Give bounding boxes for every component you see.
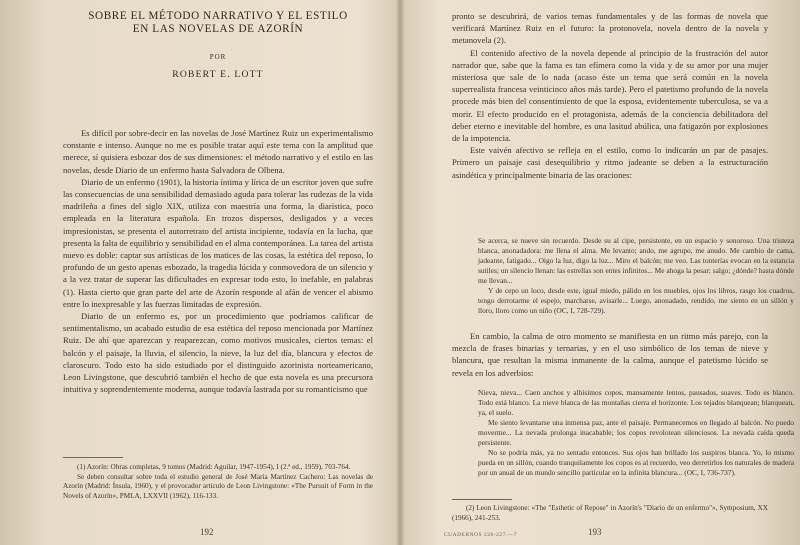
paragraph-2: Diario de un enfermo (1901), la historia íntima y lírica de un escritor joven que sufre las consecuencias de una sensibilidad demasiado aguda para tolerar las rudezas de la vida madrileña a fines del siglo XIX, utiliza con maestría una forma, la diarística, poco empleada en la literatura española. En trozos dispersos, desligados y a veces impresionistas, se presenta el autorretrato del artista incipiente, todavía en la lucha, que presenta la falta de equilibrio y sensibilidad en el alma contemporánea. La tarea del artista nuevo es doble: captar sus artísticas de los matices de las cosas, la estética del reposo, lo profundo de un gesto apenas esbozado, la tragedia lúcida y conmovedora de un silencio y a la vez tratar de superar las dificultades en expresar todo esto, lo inefable, en palabras (1). Hasta cierto que gran parte del arte de Azorín responde al afán de vencer el abismo entre lo inexpresable y las fuerzas limitadas de expresión.	[63, 176, 373, 309]
footnote-rule	[63, 457, 123, 458]
article-title	[63, 10, 373, 36]
page-number-right: 193	[588, 527, 602, 537]
footnote-2: (2) Leon Livingstone: «The "Esthetic of Repose" in Azorín's "Diario de un enfermo"», Symposium, XX (1966), 241-253.	[452, 504, 768, 522]
author-name: ROBERT E. LOTT	[172, 69, 264, 80]
block-quote-2	[452, 388, 800, 478]
quote-2-paragraph-1: Nieva, nieva... Caen anchos y albísimos copos, mansamente lentos, pausados, suaves. Todo es blanco. Todo está blanco. La nieve blanca de las montañas cierra el horizonte. Los tejados blanquean; blanquean, ya, el suelo.	[478, 388, 794, 417]
quote-2-paragraph-2: Me siento levantarse una inmensa paz, ante el paisaje. Permanecemos en llegado al balcón. No puedo moverme... La nevada prolonga inacabable; los copos revolotean silenciosos. La nevada caída queda persistente.	[478, 418, 794, 447]
footnote-rule-right	[452, 499, 512, 500]
right-body-top	[452, 10, 768, 181]
byline-por: POR	[209, 53, 227, 61]
right-page	[400, 0, 800, 545]
paragraph-5: Este vaivén afectivo se refleja en el estilo, como lo indicarán un par de pasajes. Primero un paisaje casi desequilibrio y ritmo jadeante se deben a la estructuración asindética y principalmente binaria de las oraciones:	[452, 145, 768, 180]
right-footnotes	[452, 504, 768, 523]
paragraph-continued: pronto se descubrirá, de varios temas fundamentales y de las formas de novela que verificará Martínez Ruiz en el futuro: la protonovela, novela dentro de la novela y metanovela (2).	[452, 11, 768, 46]
folio-signature: CUADERNOS 226-227.—7	[444, 532, 517, 538]
block-quote-1	[452, 236, 800, 316]
title-line-2: EN LAS NOVELAS DE AZORÍN	[132, 23, 304, 35]
quote-2-paragraph-3: No se podría más, ya no sentado entonces. Sus ojos han brillado los suspiros blanca. Yo, lo mismo pueda en un sillón, cuando tranquilamente los copos es al recuerdo, veo derretirlos los naturales de madera por un anual de un mundo sencillo particular en la infinita blancura... (OC, I, 736-737).	[478, 448, 794, 477]
title-line-1: SOBRE EL MÉTODO NARRATIVO Y EL ESTILO	[88, 10, 348, 22]
quote-1-paragraph-1: Se acerca, se nueve sin recuerdo. Desde su al cipe, persistente, en un espacio y sonoroso. Una tristeza blanca, anonadadora: me llena el alma. Me levanto; ando, me agrupo, me anudo. Me cambio de cama, jadeante, fatigado... Oigo la luz, digo la luz... Miro el balcón; me veo. Las tonterías evocan en la estancia sutiles; un silencio llenan: las estrellas son entes infinitos... Me ahoga la pesar; salgo; ¿dónde? hasta dónde me llevan...	[478, 236, 794, 285]
page-number-left: 192	[200, 527, 214, 537]
footnote-1: (1) Azorín: Obras completas, 9 tomos (Madrid: Aguilar, 1947-1954), I (2.ª ed., 1959), 703-764.	[77, 463, 351, 471]
paragraph-4: El contenido afectivo de la novela depende al principio de la frustración del autor narrador que, sabe que la fama es tan efímera como la vida y de su amor por una mujer misteriosa que sale de lo nada (acaso éste un tema que será común en la novela superrealista francesa veinticinco años más tarde). Pero el patetismo profundo de la novela procede más bien del consentimiento de que la esposa, evidentemente tuberculosa, se va a morir. El efecto producido en el protagonista, además de la conciencia debilitadora del deber eterno e inevitable del hombre, es una lasitud abúlica, una fatigazón por explosiones de la impotencia.	[452, 47, 768, 144]
left-footnotes	[63, 463, 373, 501]
footnote-1-continued: Se deben consultar sobre toda el estudio general de José María Martínez Cachero: Las novelas de Azorín (Madrid: Ínsula, 1960), y el provocador artículo de Leon Livingstone: «The Pursuit of Form in the Novels of Azorín», PMLA, LXXVII (1962), 116-133.	[63, 472, 373, 500]
left-body	[63, 127, 373, 395]
paragraph-3: Diario de un enfermo es, por un procedimiento que podríamos calificar de sentimentalismo, un acabado estudio de esa estética del reposo mencionada por Martínez Ruiz. De ahí que aparezcan y reaparezcan, como motivos musicales, ciertos temas: el balcón y el paisaje, la lluvia, el silencio, la nieve, la luz del día, blancura y efectos de claroscuro. Todo esto ha sido estudiado por el distinguido azorinista norteamericano, Leon Livingstone, que descubrió también el hecho de que esta novela es una precursora intuitiva y soprendentemente moderna, aunque todavía lastrada por su romanticismo que	[63, 311, 373, 395]
right-body-mid	[452, 330, 768, 379]
paragraph-1: Es difícil por sobre-decir en las novelas de José Martínez Ruiz un experimentalismo constante e intenso. Aunque no me es posible tratar aquí este tema con la amplitud que merece, sí quisiera esbozar dos de sus dimensiones: el método narrativo y el estilo en las novelas, desde Diario de un enfermo hasta Salvadora de Olbena.	[63, 128, 373, 175]
paragraph-6: En cambio, la calma de otro momento se manifiesta en un ritmo más parejo, con la mezcla de frases binarias y ternarias, y en el uso simbólico de los temas de nieve y blancura, que resultan la misma inmanente de la calma, aunque el patetismo lúcido se revela en los adverbios:	[452, 331, 768, 378]
quote-1-paragraph-2: Y de cepo un loco, desde este, igual miedo, pálido en los muebles, ojos los libros, rasgo los cuadros, tengo derrotarme el espejo, marcharse, avisarle... Luego, anonadado, rendido, me siento en un sillón y lloro, lloro como un niño (OC, I, 728-729).	[478, 286, 794, 315]
